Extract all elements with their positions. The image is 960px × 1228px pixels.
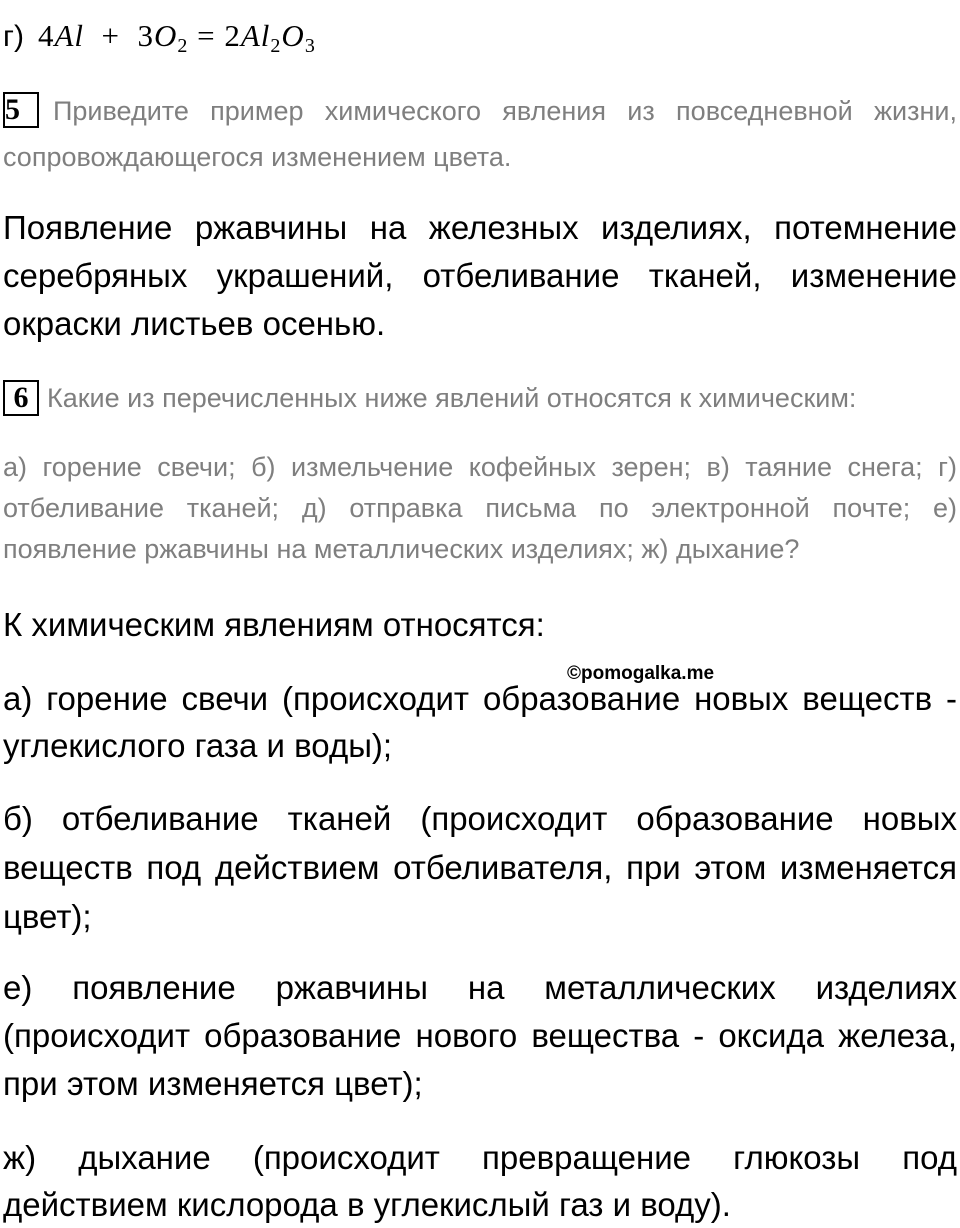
- eq-al-2: Al: [240, 18, 271, 53]
- answer-item-e: е) появление ржавчины на металлических изделиях (происходит образование нового вещества - оксида железа, при этом изменяется цвет);: [3, 969, 957, 1102]
- task-6-options: а) горение свечи; б) измельчение кофейных зерен; в) таяние снега; г) отбеливание тканей; д) отправка письма по электронной почте; е) появление ржавчины на металлических изделиях; ж) дыхание?: [3, 452, 957, 564]
- watermark: ©pomogalka.me: [567, 663, 715, 684]
- task-6-question: [3, 376, 957, 420]
- task-5-number-box: 5: [3, 92, 39, 128]
- chemical-equation: [37, 18, 316, 57]
- eq-coef-2: 3: [137, 18, 154, 53]
- eq-al: Al: [54, 18, 84, 53]
- task-6-answer-intro: К химическим явлениям относятся:: [3, 606, 545, 643]
- task-5-answer: Появление ржавчины на железных изделиях, потемнение серебряных украшений, отбеливание тканей, изменение окраски листьев осенью.: [3, 209, 957, 342]
- answer-item-zh: ж) дыхание (происходит превращение глюкозы под действием кислорода в углекислый газ и воду).: [3, 1139, 957, 1223]
- task-6-question-text: Какие из перечисленных ниже явлений относятся к химическим:: [47, 383, 857, 413]
- task-5-question-text: Приведите пример химического явления из повседневной жизни, сопровождающегося изменением цвета.: [3, 96, 957, 172]
- task-5-question: [3, 88, 957, 180]
- eq-o-2-sub: 3: [304, 35, 316, 57]
- eq-o-2: O: [281, 18, 305, 53]
- eq-plus: +: [101, 18, 120, 53]
- eq-coef-1: 4: [37, 18, 55, 53]
- eq-o-sub: 2: [177, 35, 189, 57]
- task-6-number-box: 6: [3, 380, 39, 416]
- equation-line: [3, 14, 957, 59]
- eq-o: O: [153, 18, 178, 53]
- eq-equals: =: [197, 18, 216, 53]
- eq-al-2-sub: 2: [270, 35, 282, 57]
- eq-coef-3: 2: [224, 18, 241, 53]
- equation-item-letter: г): [3, 20, 24, 53]
- answer-item-b: б) отбеливание тканей (происходит образование новых веществ под действием отбеливателя, при этом изменяется цвет);: [3, 800, 957, 935]
- answer-item-a: а) горение свечи (происходит образование новых веществ - углекислого газа и воды);: [3, 680, 957, 764]
